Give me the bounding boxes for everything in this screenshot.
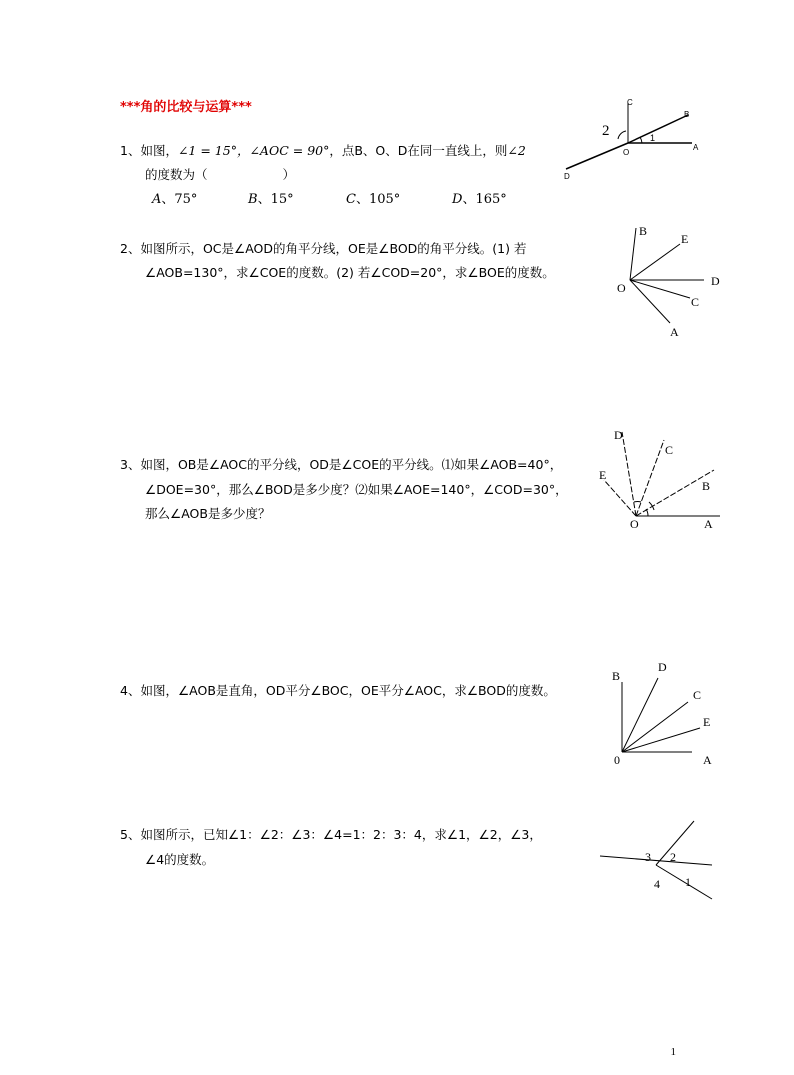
q2-fig-label-o: O	[617, 281, 626, 295]
q1-fig-label-a: A	[693, 143, 699, 152]
q3-line-1: 3、如图，OB是∠AOC的平分线，OD是∠COE的平分线。⑴如果∠AOB=40°，	[120, 457, 563, 472]
q2-line-2: ∠AOB=130°，求∠COE的度数。(2) 若∠COD=20°，求∠BOE的度数。	[145, 265, 555, 280]
q1-option-a: A、75°	[152, 192, 198, 207]
q1-figure	[560, 95, 710, 185]
q1-text-b: ，点B、O、D在同一直线上，则	[329, 143, 508, 158]
q1-line-2: 的度数为（ ）	[145, 167, 296, 182]
page-number: 1	[670, 1046, 676, 1058]
q4-fig-label-d: D	[658, 660, 667, 674]
question-1	[120, 138, 526, 163]
q5-fig-label-2: 2	[670, 850, 676, 864]
q2-fig-label-c: C	[691, 295, 700, 309]
q2-line-1: 2、如图所示，OC是∠AOD的角平分线，OE是∠BOD的角平分线。(1) 若	[120, 241, 527, 256]
q2-fig-label-a: A	[670, 325, 679, 339]
q4-fig-label-c: C	[693, 688, 702, 702]
q1-option-d: D、165°	[452, 192, 507, 207]
q1-fig-label-c: C	[627, 98, 633, 107]
q1-option-c: C、105°	[346, 192, 401, 207]
q1-fig-label-o: O	[623, 148, 630, 157]
q4-fig-label-o: 0	[614, 753, 620, 767]
q4-line-1: 4、如图，∠AOB是直角，OD平分∠BOC，OE平分∠AOC，求∠BOD的度数。	[120, 683, 556, 698]
q1-math-angle2: ∠2	[507, 143, 526, 158]
q4-fig-label-e: E	[703, 715, 711, 729]
q3-fig-label-a: A	[704, 517, 713, 531]
q1-fig-label-b: B	[684, 110, 690, 119]
q5-line-2: ∠4的度数。	[145, 852, 215, 867]
q5-fig-label-4: 4	[654, 877, 660, 891]
q2-fig-label-e: E	[681, 232, 689, 246]
q3-fig-label-d: D	[614, 428, 623, 442]
q1-option-b: B、15°	[248, 192, 294, 207]
q1-fig-label-1: 1	[650, 133, 656, 143]
q1-fig-label-d: D	[564, 172, 570, 181]
q1-text-a: 1、如图，	[120, 143, 178, 158]
q3-fig-label-o: O	[630, 517, 639, 531]
q2-figure	[610, 220, 730, 342]
q5-fig-label-3: 3	[645, 850, 651, 864]
q5-figure	[596, 815, 721, 905]
q3-line-2: ∠DOE=30°，那么∠BOD是多少度？⑵如果∠AOE=140°，∠COD=30°，	[145, 482, 568, 497]
q1-fig-label-2: 2	[602, 123, 610, 139]
q3-fig-label-b: B	[702, 479, 711, 493]
q3-line-3: 那么∠AOB是多少度？	[145, 506, 271, 521]
q5-fig-label-1: 1	[685, 875, 691, 889]
q3-figure	[594, 422, 724, 534]
q3-fig-label-e: E	[599, 468, 607, 482]
q2-fig-label-b: B	[639, 224, 648, 238]
q4-fig-label-a: A	[703, 753, 712, 767]
q2-fig-label-d: D	[711, 274, 720, 288]
q4-fig-label-b: B	[612, 669, 621, 683]
q5-line-1: 5、如图所示，已知∠1：∠2：∠3：∠4=1：2：3：4，求∠1，∠2，∠3，	[120, 827, 542, 842]
worksheet-title: ***角的比较与运算***	[120, 100, 252, 115]
q4-figure	[608, 656, 728, 771]
q3-fig-label-c: C	[665, 443, 674, 457]
q1-math-angles: ∠1 = 15°，∠AOC = 90°	[177, 143, 330, 158]
